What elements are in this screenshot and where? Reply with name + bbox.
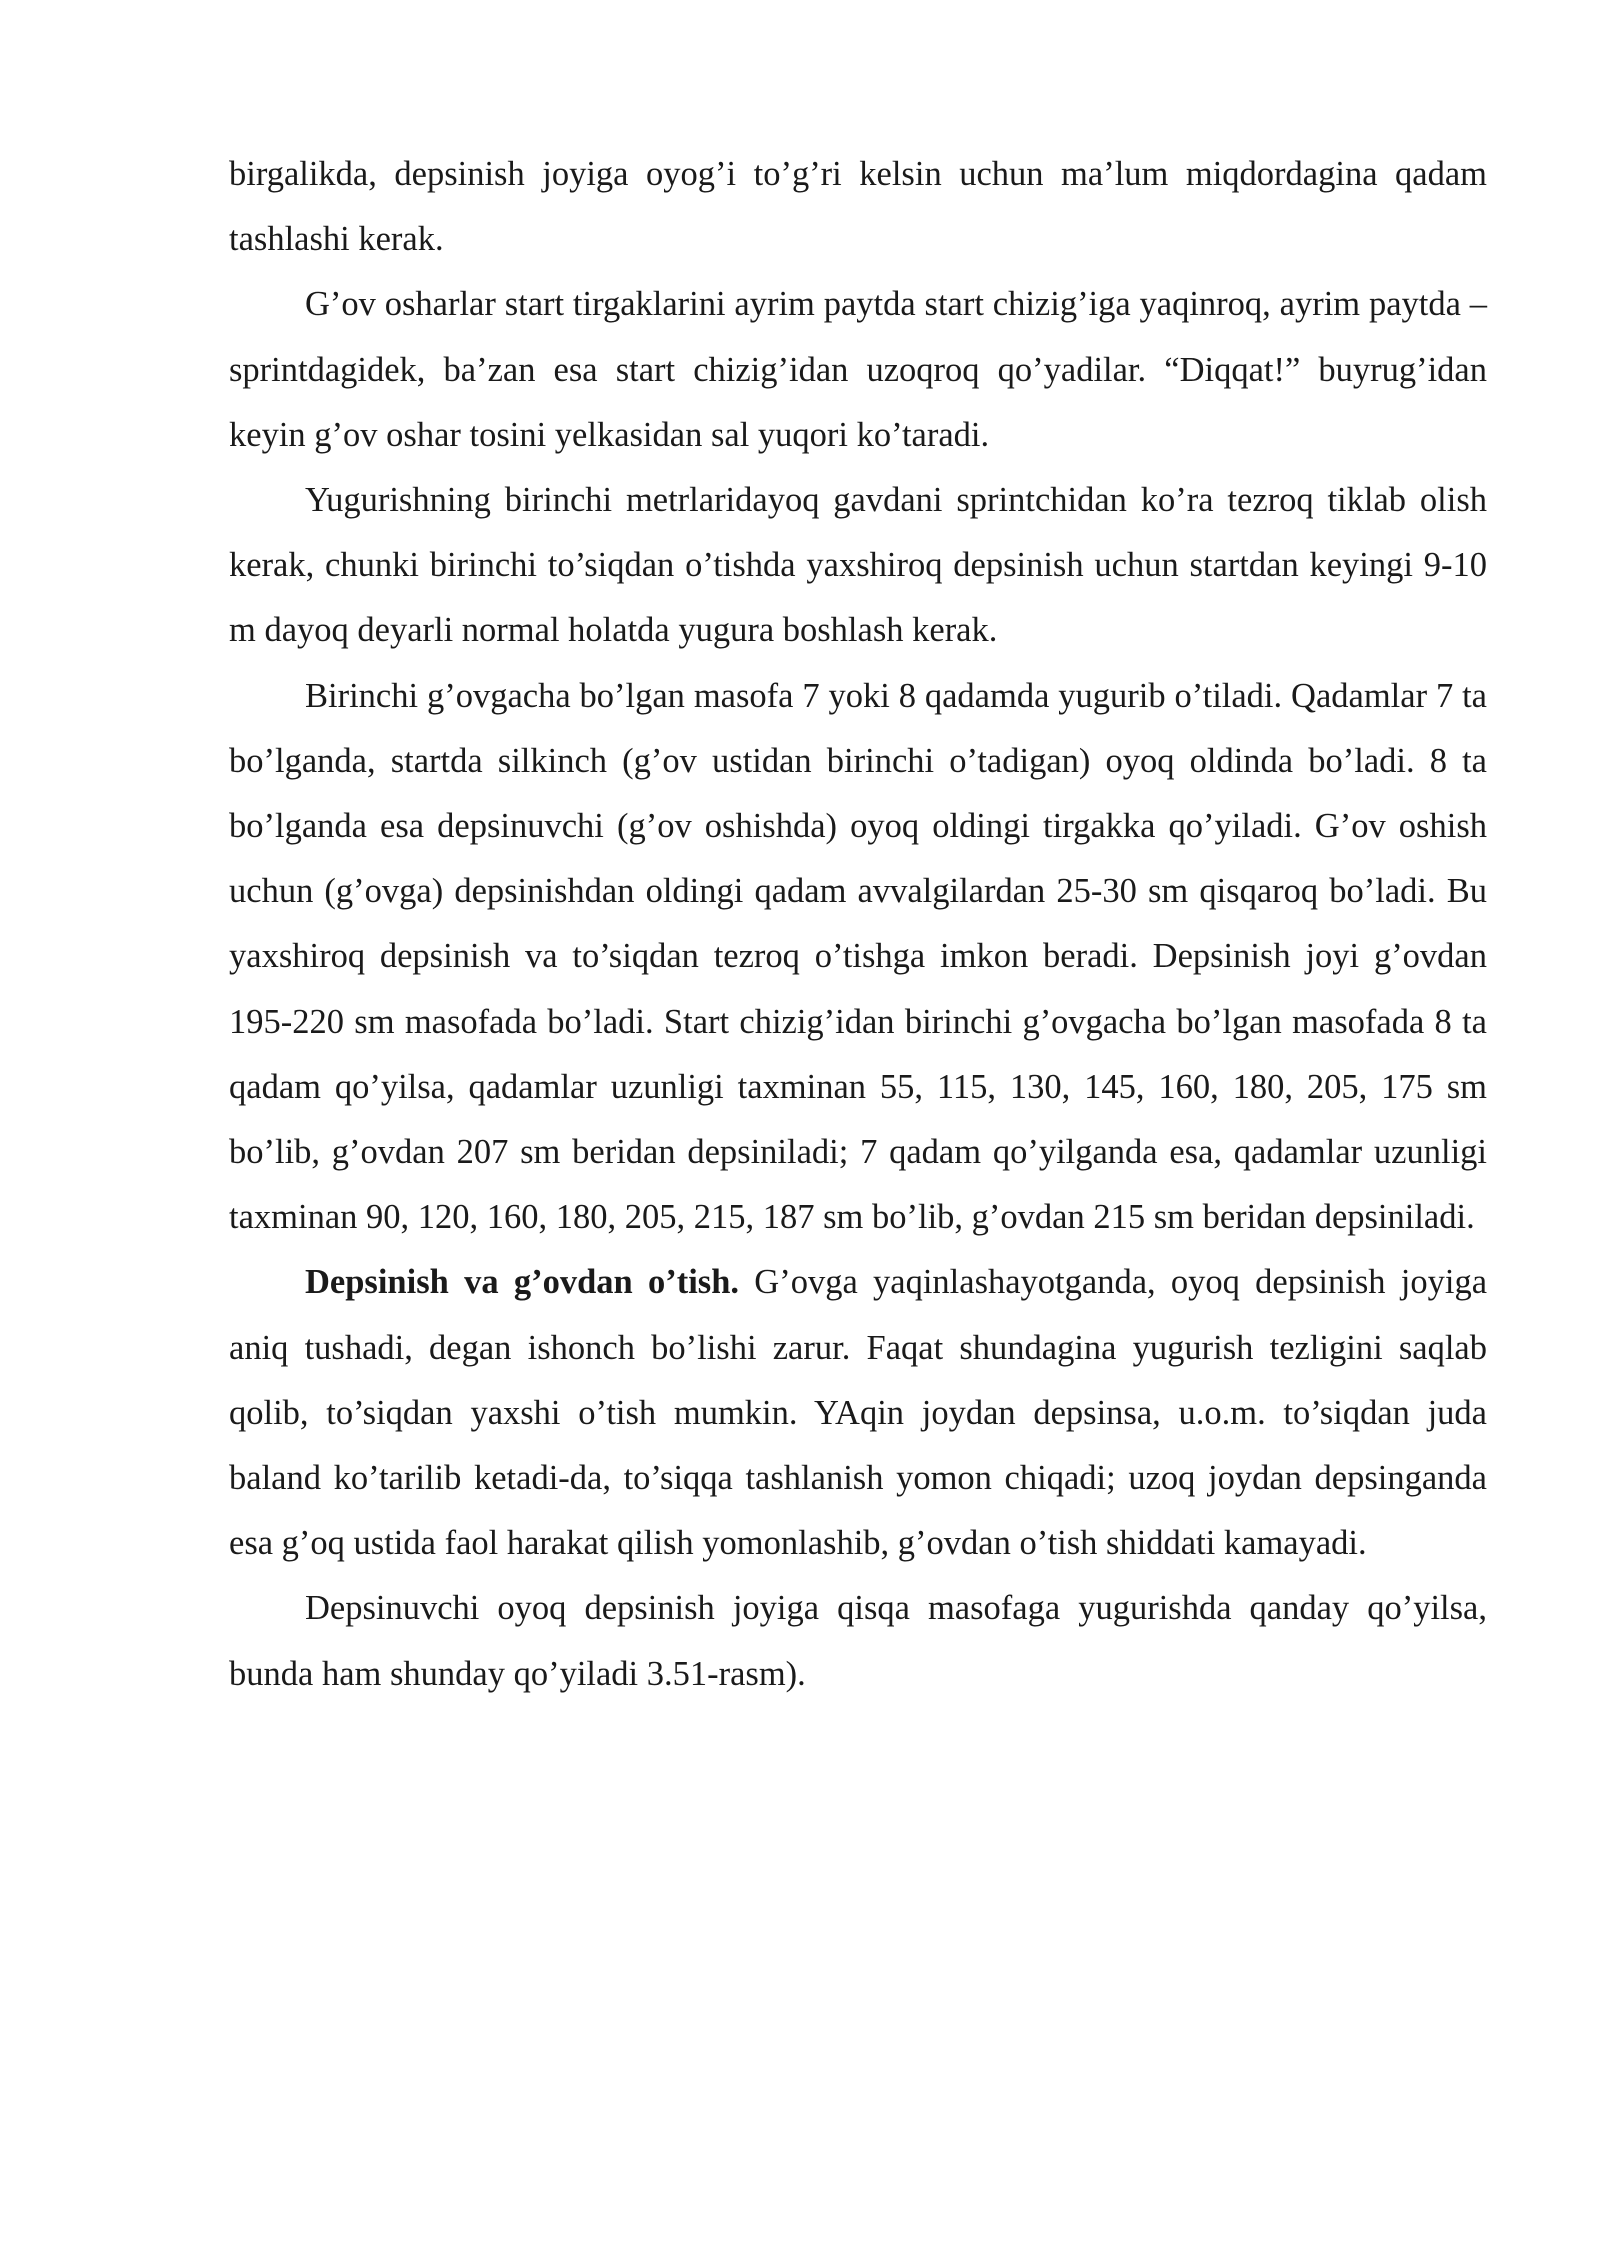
- paragraph-continuation: birgalikda, depsinish joyiga oyog’i to’g’ri kelsin uchun ma’lum miqdordagina qadam tashlashi kerak.: [229, 155, 1487, 259]
- paragraph-body-text: G’ovga yaqinlashayotganda, oyoq depsinish joyiga aniq tushadi, degan ishonch bo’lishi zarur. Faqat shundagina yugurish tezligini saqlab qolib, to’siqdan yaxshi o’tish mumkin. YAqin joydan depsinsa, u.o.m. to’siqdan juda baland ko’tarilib ketadi-da, to’siqqa tashlanish yomon chiqadi; uzoq joydan depsinganda esa g’oq ustida faol harakat qilish yomonlashib, g’ovdan o’tish shiddati kamayadi.: [229, 1263, 1488, 1563]
- paragraph-first-meters: Yugurishning birinchi metrlaridayoq gavdani sprintchidan ko’ra tezroq tiklab olish kerak, chunki birinchi to’siqdan o’tishda yaxshiroq depsinish uchun startdan keyingi 9-10 m dayoq deyarli normal holatda yugura boshlash kerak.: [229, 481, 1487, 650]
- paragraph-takeoff-and-clearance: [229, 1250, 1487, 1576]
- paragraph-takeoff-foot: Depsinuvchi oyoq depsinish joyiga qisqa masofaga yugurishda qanday qo’yilsa, bunda ham shunday qo’yiladi 3.51-rasm).: [229, 1589, 1487, 1693]
- paragraph-bold-heading: Depsinish va g’ovdan o’tish.: [305, 1263, 740, 1302]
- paragraph-steps-to-first-hurdle: Birinchi g’ovgacha bo’lgan masofa 7 yoki 8 qadamda yugurib o’tiladi. Qadamlar 7 ta bo’lganda, startda silkinch (g’ov ustidan birinchi o’tadigan) oyoq oldinda bo’ladi. 8 ta bo’lganda esa depsinuvchi (g’ov oshishda) oyoq oldingi tirgakka qo’yiladi. G’ov oshish uchun (g’ovga) depsinishdan oldingi qadam avvalgilardan 25-30 sm qisqaroq bo’ladi. Bu yaxshiroq depsinish va to’siqdan tezroq o’tishga imkon beradi. Depsinish joyi g’ovdan 195-220 sm masofada bo’ladi. Start chizig’idan birinchi g’ovgacha bo’lgan masofada 8 ta qadam qo’yilsa, qadamlar uzunligi taxminan 55, 115, 130, 145, 160, 180, 205, 175 sm bo’lib, g’ovdan 207 sm beridan depsiniladi; 7 qadam qo’yilganda esa, qadamlar uzunligi taxminan 90, 120, 160, 180, 205, 215, 187 sm bo’lib, g’ovdan 215 sm beridan depsiniladi.: [229, 676, 1487, 1237]
- document-page: [229, 142, 1487, 1707]
- paragraph-start-blocks: G’ov osharlar start tirgaklarini ayrim paytda start chizig’iga yaqinroq, ayrim paytda – sprintdagidek, ba’zan esa start chizig’idan uzoqroq qo’yadilar. “Diqqat!” buyrug’idan keyin g’ov oshar tosini yelkasidan sal yuqori ko’taradi.: [229, 285, 1487, 454]
